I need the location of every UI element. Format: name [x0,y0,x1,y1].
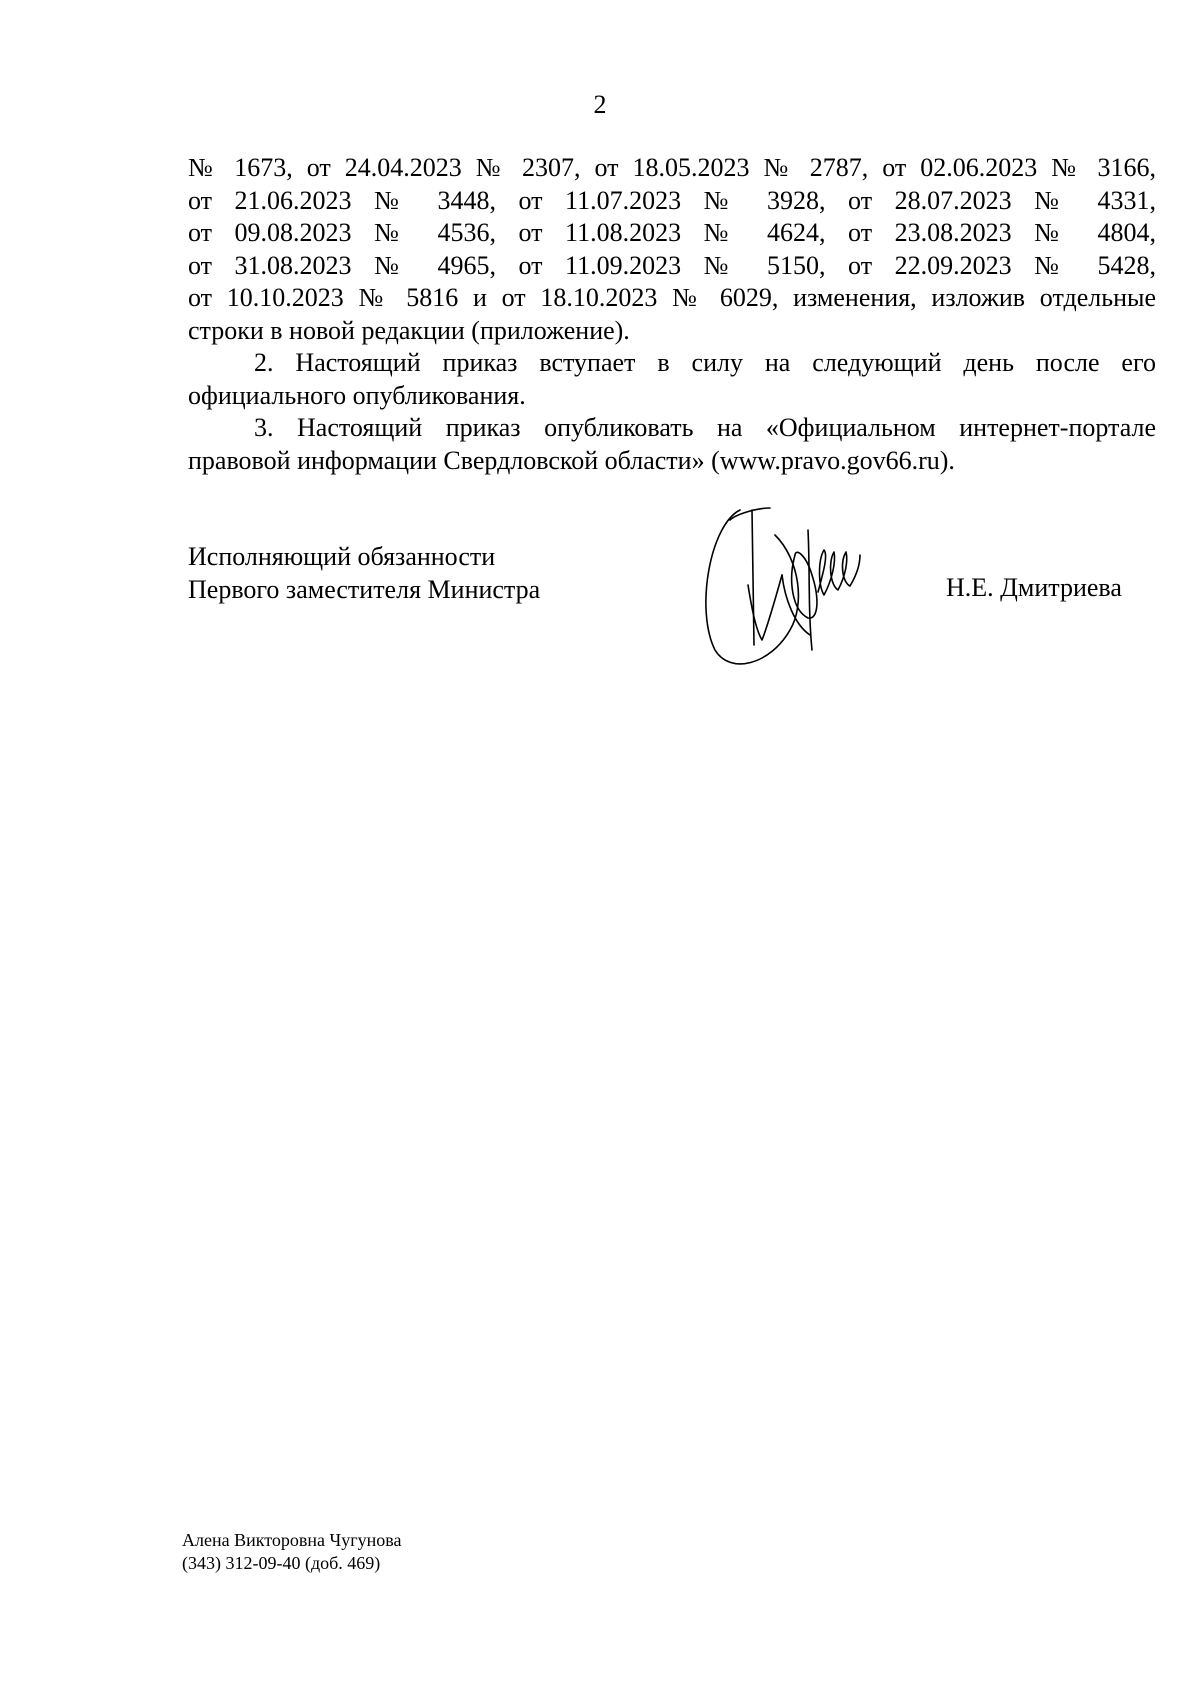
body-line: от 21.06.2023 № 3448, от 11.07.2023 № 3928, от 28.07.2023 № 4331, [188,185,1156,215]
body-line: № 1673, от 24.04.2023 № 2307, от 18.05.2023 № 2787, от 02.06.2023 № 3166, [188,153,1156,182]
page-number: 2 [593,90,607,119]
signer-title [188,540,540,606]
contact-name: Алена Викторовна Чугунова [182,1530,402,1550]
contact-info [182,1529,401,1575]
signer-name: Н.Е. Дмитриева [946,573,1122,602]
paragraph-3: 3. Настоящий приказ опубликовать на «Официальном интернет-портале правовой информации Свердловской области» (www.pravo.gov66.ru). [188,413,1156,475]
body-line: от 10.10.2023 № 5816 и от 18.10.2023 № 6029, изменения, изложив отдельные [188,283,1156,312]
paragraph-2: 2. Настоящий приказ вступает в силу на следующий день после его официального опубликования. [188,348,1156,410]
contact-phone: (343) 312-09-40 (доб. 469) [182,1553,381,1573]
body-line: от 09.08.2023 № 4536, от 11.08.2023 № 4624, от 23.08.2023 № 4804, [188,218,1156,247]
signer-title-line: Исполняющий обязанности [188,542,496,571]
signer-title-line: Первого заместителя Министра [188,575,541,604]
body-line: от 31.08.2023 № 4965, от 11.09.2023 № 5150, от 22.09.2023 № 5428, [188,250,1156,280]
document-body [188,152,1156,477]
handwritten-signature [700,500,900,670]
body-line: строки в новой редакции (приложение). [188,315,630,345]
